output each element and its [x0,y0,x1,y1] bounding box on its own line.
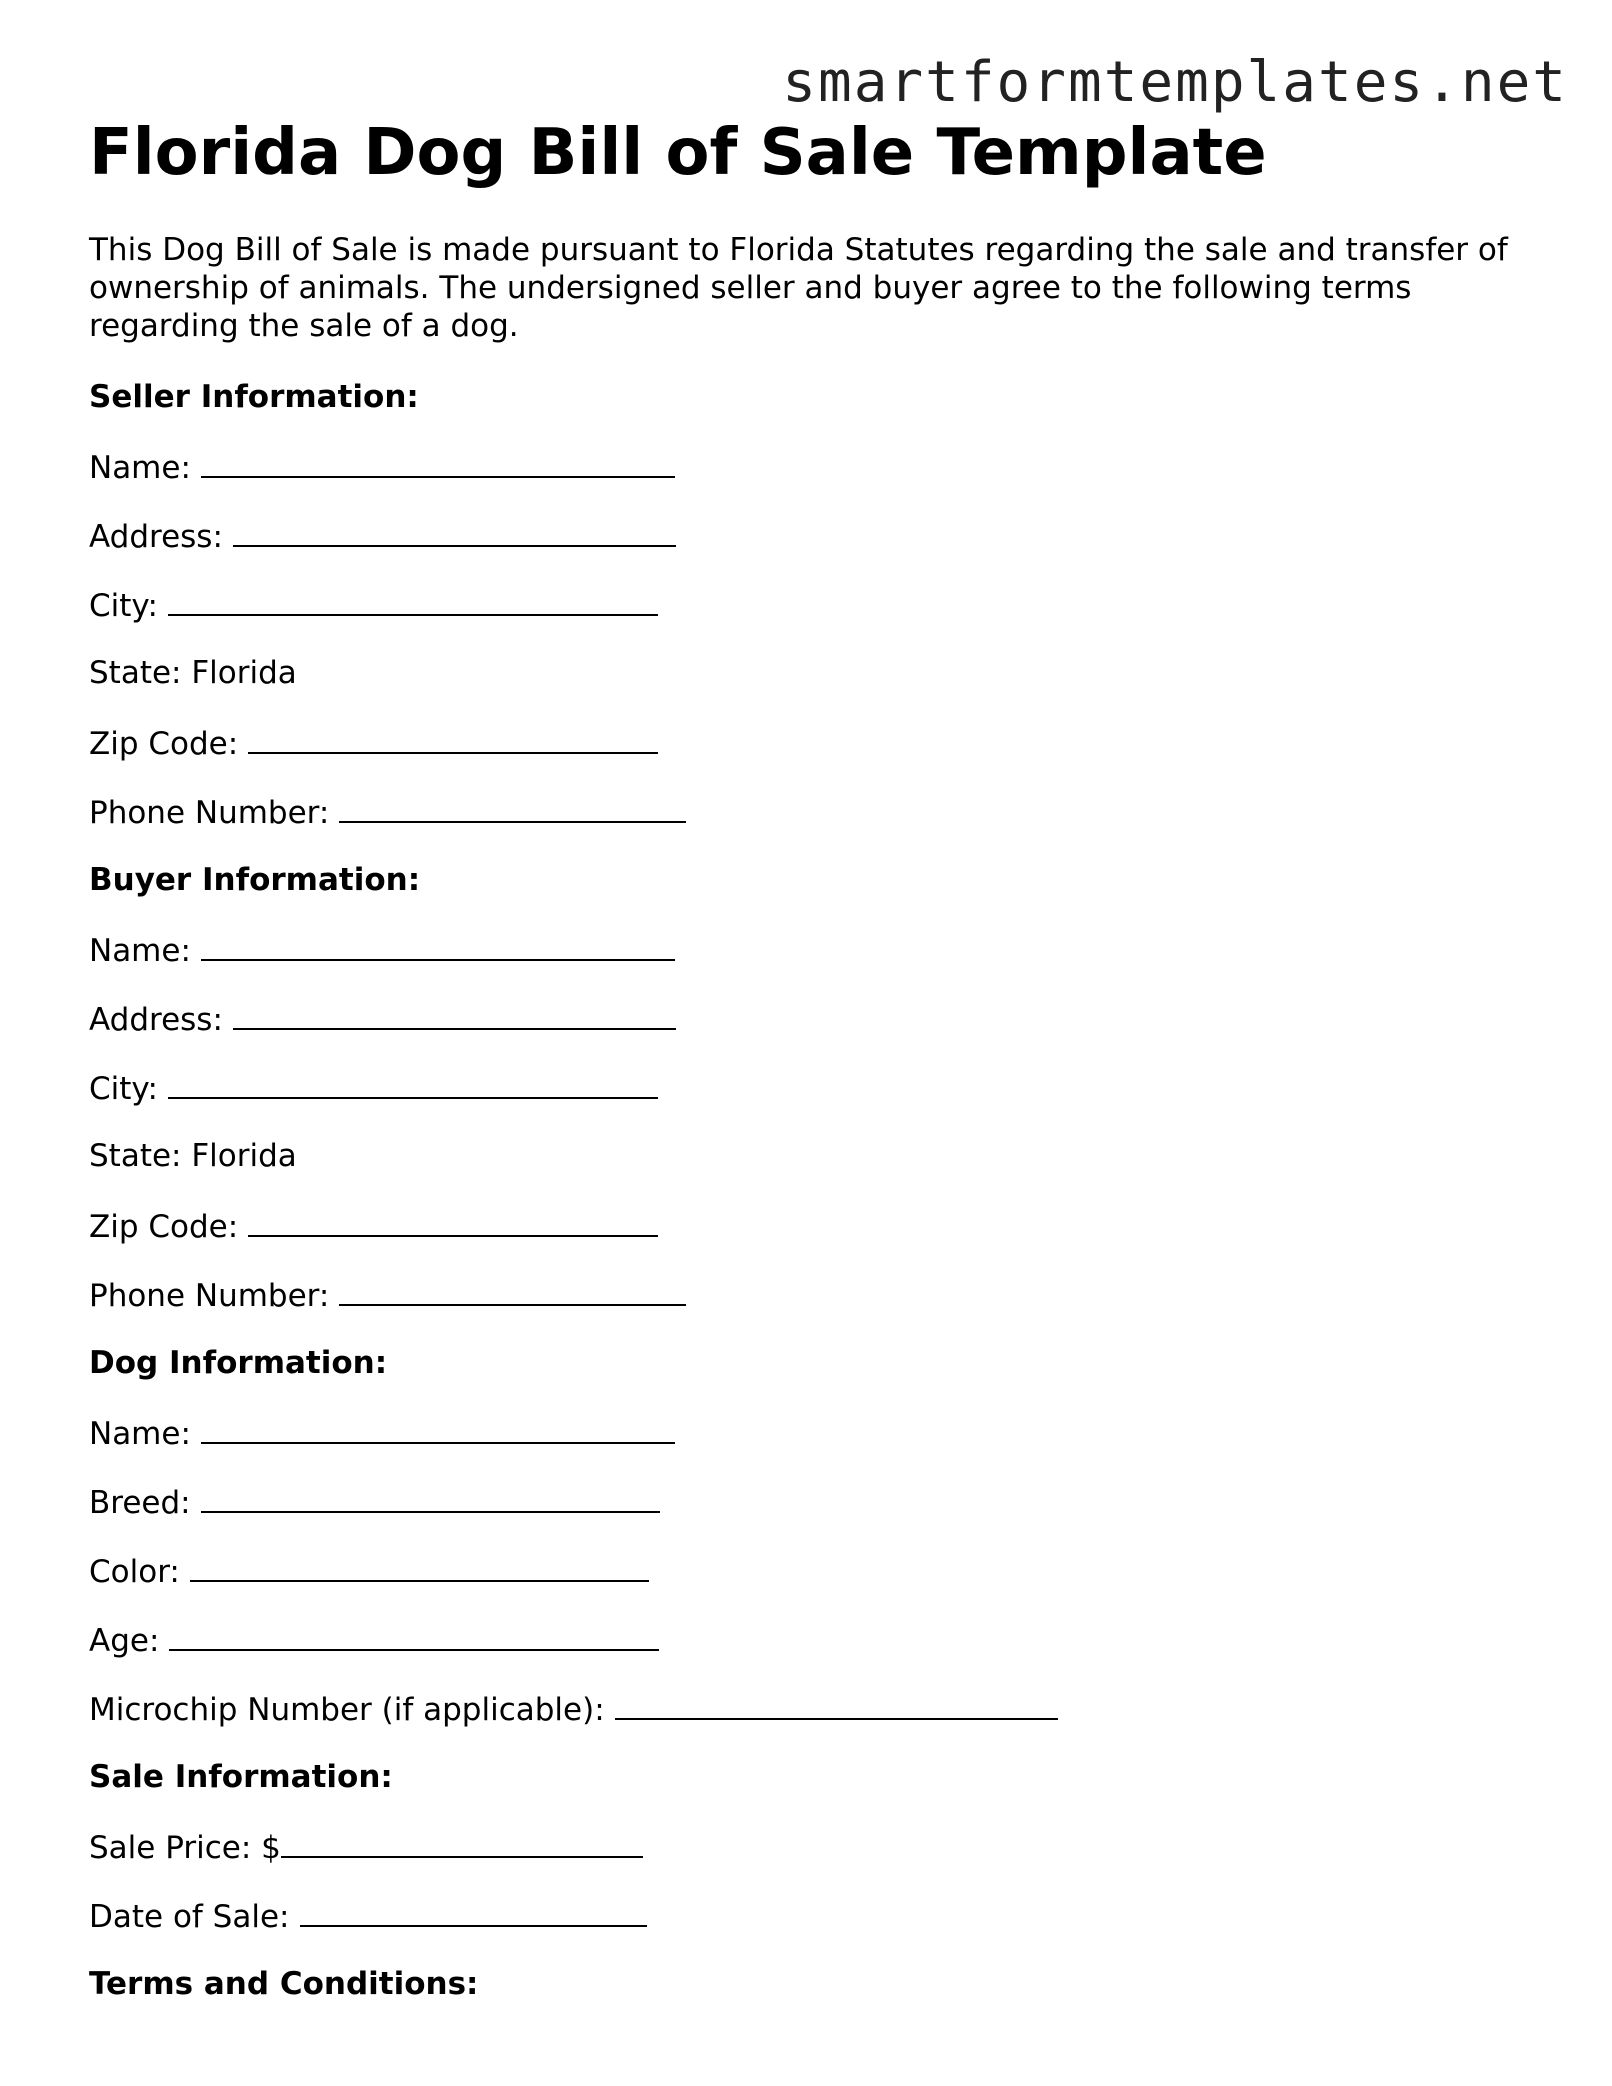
seller-name-field [89,446,675,488]
seller-address-blank[interactable] [233,515,676,547]
seller-zip-field [89,722,658,764]
buyer-phone-label: Phone Number: [89,1278,330,1314]
seller-address-label: Address: [89,519,223,555]
seller-city-label: City: [89,588,158,624]
watermark: smartformtemplates.net [782,50,1568,115]
sale-price-field [89,1826,643,1868]
dog-name-field [89,1412,675,1454]
seller-phone-field [89,791,686,833]
dog-microchip-field [89,1688,1058,1730]
buyer-city-blank[interactable] [168,1067,658,1099]
seller-heading: Seller Information: [89,379,419,415]
sale-price-blank[interactable] [281,1826,643,1858]
buyer-name-blank[interactable] [201,929,675,961]
buyer-phone-field [89,1274,686,1316]
dog-breed-blank[interactable] [201,1481,660,1513]
sale-price-label: Sale Price: $ [89,1830,281,1866]
buyer-name-label: Name: [89,933,191,969]
intro-paragraph: This Dog Bill of Sale is made pursuant to Florida Statutes regarding the sale and transfer of ownership of animals. The undersigned seller and buyer agree to the following terms regarding the sale of a dog. [89,232,1508,344]
dog-microchip-label: Microchip Number (if applicable): [89,1692,605,1728]
seller-phone-blank[interactable] [339,791,686,823]
buyer-name-field [89,929,675,971]
seller-city-blank[interactable] [168,584,658,616]
dog-name-label: Name: [89,1416,191,1452]
buyer-address-label: Address: [89,1002,223,1038]
dog-age-label: Age: [89,1623,160,1659]
seller-address-field [89,515,676,557]
buyer-address-blank[interactable] [233,998,676,1030]
dog-age-field [89,1619,659,1661]
buyer-zip-blank[interactable] [248,1205,658,1237]
buyer-city-label: City: [89,1071,158,1107]
sale-heading: Sale Information: [89,1759,393,1795]
buyer-phone-blank[interactable] [339,1274,686,1306]
dog-heading: Dog Information: [89,1345,388,1381]
seller-name-blank[interactable] [201,446,675,478]
seller-city-field [89,584,658,626]
dog-breed-label: Breed: [89,1485,191,1521]
dog-color-field [89,1550,649,1592]
dog-microchip-blank[interactable] [615,1688,1058,1720]
sale-date-field [89,1895,647,1937]
seller-name-label: Name: [89,450,191,486]
terms-heading: Terms and Conditions: [89,1966,479,2002]
dog-name-blank[interactable] [201,1412,675,1444]
seller-zip-blank[interactable] [248,722,658,754]
page-title: Florida Dog Bill of Sale Template [89,116,1267,190]
seller-phone-label: Phone Number: [89,795,330,831]
buyer-state: State: Florida [89,1138,297,1174]
dog-age-blank[interactable] [169,1619,659,1651]
buyer-city-field [89,1067,658,1109]
dog-color-blank[interactable] [190,1550,649,1582]
dog-breed-field [89,1481,660,1523]
buyer-zip-field [89,1205,658,1247]
buyer-zip-label: Zip Code: [89,1209,239,1245]
sale-date-label: Date of Sale: [89,1899,290,1935]
buyer-address-field [89,998,676,1040]
buyer-heading: Buyer Information: [89,862,421,898]
seller-state: State: Florida [89,655,297,691]
seller-zip-label: Zip Code: [89,726,239,762]
sale-date-blank[interactable] [300,1895,647,1927]
dog-color-label: Color: [89,1554,180,1590]
